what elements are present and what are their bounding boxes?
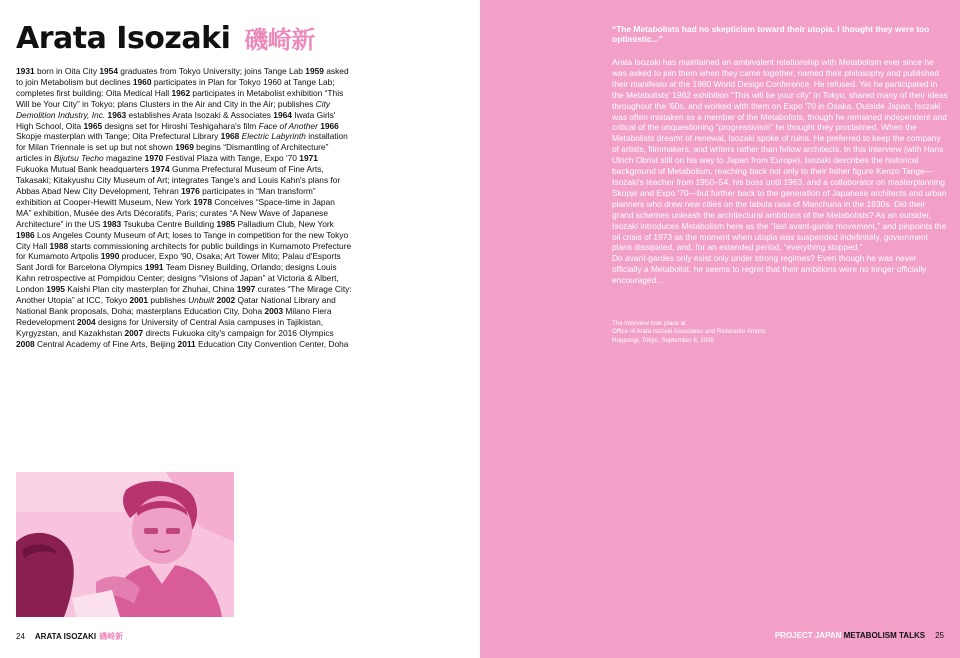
bio-year: 1985 [216,218,236,229]
bio-year: 1976 [181,185,200,196]
bio-event: Conceives “Space-time in Japan MA” exhibition, Musée des Arts Décoratifs, Paris; curates “A New Wave of Japanese Architecture” in the US [16,196,335,229]
bio-event: Skopje masterplan with Tange; Oita Prefectural Library [16,131,221,142]
bio-year: 2001 [129,295,149,306]
bio-year: 1986 [16,229,35,240]
bio-work-title: Bijutsu Techo [53,153,104,164]
page-title [16,22,315,57]
bio-event: graduates from Tokyo University; joins Tange Lab [117,66,306,76]
bio-event: asked to join Metabolism but declines [16,66,349,87]
credit-line: Roppongi, Tokyo, September 8, 2005 [612,336,715,344]
bio-work-title: Unbuilt [188,295,215,306]
intro-paragraph: Arata Isozaki has maintained an ambivalent relationship with Metabolism ever since he was asked to join them when they came together, named their philosophy and published their manifesto at the 1960 World Design Conference. He refused. Yet he participated in the Metabolists' 1962 exhibition “This will be your city” in Tokyo, shared many of their ideas throughout the '60s, and worked with them on Expo '70 in Osaka. Outside Japan, Isozaki was often mistaken as a member of the Metabolists, though he remained independent and critical of the unquestioning “progressivism” he thought they proclaimed. When the Metabolists dreamt of renewal, Isozaki spoke of ruins. He preferred to keep the company of artists, filmmakers, and writers rather than fellow architects. In this interview (with Hans Ulrich Obrist still on his way to Japan from Europe), Isozaki describes the historical background of Metabolism, reaching back not only to their father figure Kenzo Tange—Isozaki's teacher from 1950–54, his boss until 1963, and a collaborator on masterplanning Skopje and Expo '70—but further back to the generation of Japanese architects and urban planners who drew new cities on the tabula rasa of Manchuria in the 1930s. Did their grand schemes unleash the architectural ambitions of the Metabolists? As an outsider, Isozaki introduces Metabolism here as the “last avant-garde movement,” and pinpoints the oil crisis of 1973 as the moment when utopia was suspended indefinitely, government plans dissipated, and, for an extended period, “everything stopped.” [612,57,948,253]
portrait-illustration [16,472,234,617]
bio-year: 1991 [144,262,164,273]
bio-event: born in Oita City [34,66,100,76]
bio-year: 1964 [273,109,292,120]
bio-year: 1959 [305,66,324,76]
bio-work-title: Face of Another [258,120,318,131]
bio-year: 1969 [175,142,194,153]
bio-event: designs set for Hiroshi Teshigahara's film [102,120,259,131]
bio-event: producer, Expo '90, Osaka; Art Tower Mito; Palau d'Esports Sant Jordi for Barcelona Olympics [16,251,341,273]
bio-event-cont: installation for Milan Triennale is set up but not shown [16,131,348,153]
bio-year: 2008 [16,338,35,349]
bio-event: Central Academy of Fine Arts, Beijing [34,338,178,349]
interview-credit [612,320,912,345]
folio-right-label: METABOLISM TALKS [843,631,926,640]
bio-event-cont: magazine [103,153,145,164]
bio-event: participates in “Man transform” exhibition at Cooper-Hewitt Museum, New York [16,185,316,207]
interview-intro [612,57,948,286]
bio-year: 1962 [171,87,191,98]
bio-year: 2003 [264,305,284,316]
biography-chronology [16,66,352,350]
bio-event: Qatar National Library and National Bank proposals, Doha; masterplans Education City, Doha [16,295,336,316]
bio-event: designs for University of Central Asia campuses in Tajikistan, Kyrgyzstan, and Kazakhstan [16,316,324,338]
bio-year: 2002 [216,295,236,306]
bio-year: 1931 [16,66,35,76]
bio-event: Tsukuba Centre Building [121,218,217,229]
bio-work-title: City Demolition Industry, Inc. [16,98,331,120]
bio-year: 2011 [177,338,196,349]
intro-paragraph: Do avant-gardes only exist only under strong regimes? Even though he was never officially a Metabolist, he seems to regret that their ambitions were no longer officially encouraged... [612,253,927,286]
bio-event: Festival Plaza with Tange, Expo '70 [163,153,300,164]
bio-work-title: Electric Labyrinth [241,131,306,142]
bio-event: directs Fukuoka city's campaign for 2016 Olympics [143,327,334,338]
page-number-right: 25 [935,631,944,640]
bio-year: 1963 [107,109,127,120]
bio-year: 1960 [132,76,152,87]
bio-event: Palladium Club, New York [235,218,334,229]
bio-event: curates “The Mirage City: Another Utopia” at ICC, Tokyo [16,284,352,306]
bio-event: establishes Arata Isozaki & Associates [126,109,274,120]
bio-year: 2007 [124,327,144,338]
folio-left [16,631,123,642]
title-name: Arata Isozaki [16,21,231,56]
folio-right-project: PROJECT JAPAN [774,631,842,640]
bio-event: publishes [148,295,189,306]
bio-event: Milano Fiera Redevelopment [16,305,332,327]
bio-year: 1954 [99,66,118,76]
title-cjk: 磯崎新 [244,26,315,54]
bio-event: Los Angeles County Museum of Art; loses to Tange in competition for the new Tokyo City Hall [16,229,349,251]
credit-line: The interview took place at [612,320,686,327]
bio-year: 1990 [100,251,120,262]
bio-year: 1971 [299,153,318,164]
page-number-left: 24 [16,632,25,641]
bio-event: Fukuoka Mutual Bank headquarters [16,164,152,175]
credit-line: Office of Arata Isozaki Associates and Ristorante Amore, [612,328,767,336]
bio-year: 1983 [102,218,122,229]
bio-year: 1997 [236,284,256,295]
bio-year: 2004 [77,316,96,327]
folio-left-cjk: 磯崎新 [99,632,124,641]
portrait-photo [16,472,234,617]
bio-year: 1968 [220,131,240,142]
bio-year: 1978 [193,196,212,207]
bio-event: Team Disney Building, Orlando; designs Louis Kahn retrospective at Pompidou Center; designs “Visions of Japan” at Victoria & Albert, London [16,262,339,295]
bio-year: 1970 [144,153,164,164]
bio-event: participates in Plan for Tokyo 1960 at Tange Lab; completes first building: Oita Medical Hall [16,76,335,98]
folio-left-label: ARATA ISOZAKI [34,632,97,641]
bio-year: 1988 [49,240,69,251]
bio-event: starts commissioning architects for public buildings in Kumamoto Prefecture for Kumamoto Artpolis [16,240,352,262]
bio-event: Kaishi Plan city masterplan for Zhuhai, China [64,284,237,295]
bio-year: 1974 [151,164,170,175]
folio-right [775,631,944,640]
bio-year: 1966 [320,120,339,131]
bio-event: begins “Dismantling of Architecture” articles in [16,142,329,164]
bio-event: participates in Metabolist exhibition “This Will be Your City” in Tokyo; plans Clusters in the Air and City in the Air; publishes [16,87,344,109]
pull-quote: “The Metabolists had no skepticism toward their utopia. I thought they were too optimistic...” [612,24,930,45]
bio-event: Education City Convention Center, Doha [195,338,349,349]
bio-event: Gunma Prefectural Museum of Fine Arts, Takasaki; Kitakyushu City Museum of Art; integrates Tange's and Louis Kahn's plans for Abbas Abad New City Development, Tehran [16,164,341,196]
bio-year: 1995 [46,284,65,295]
bio-event: Iwata Girls' High School, Oita [16,109,336,131]
bio-year: 1965 [83,120,103,131]
